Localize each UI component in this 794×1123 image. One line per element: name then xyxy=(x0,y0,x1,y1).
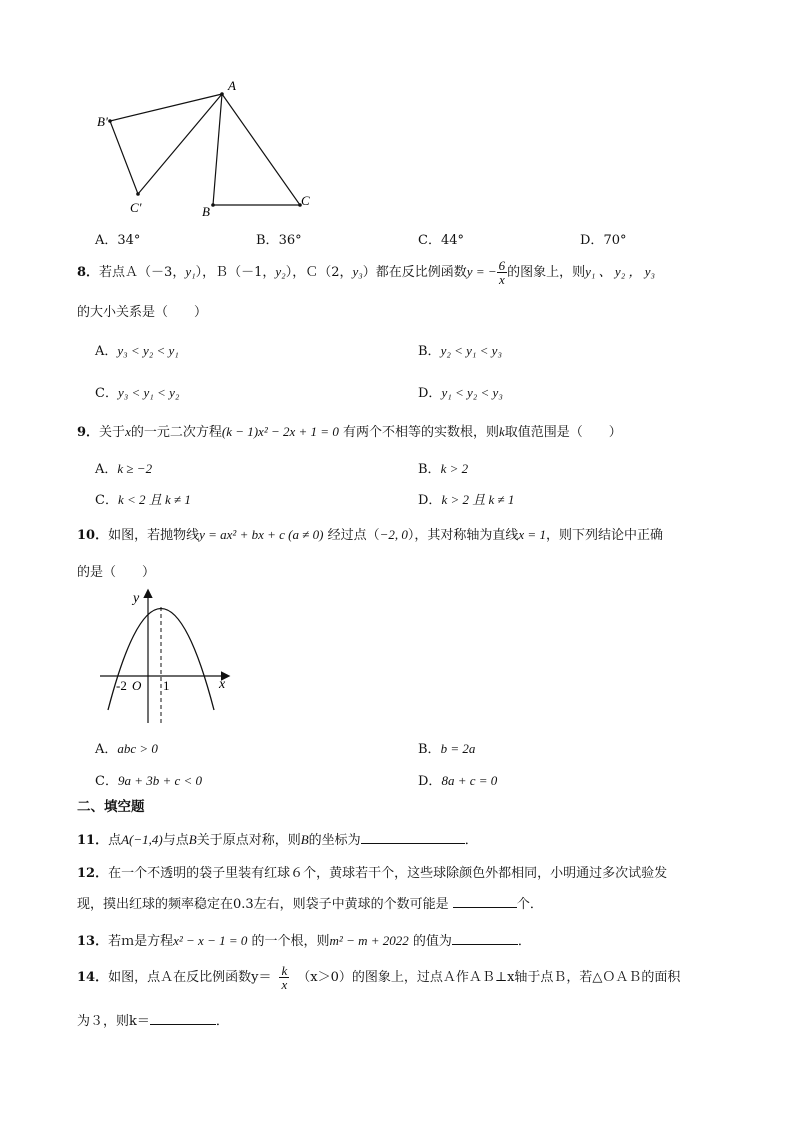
one-label: 1 xyxy=(163,678,170,693)
q9-option-a: A．k ≥ −2 xyxy=(95,461,153,477)
q10-option-b: B．b = 2a xyxy=(418,741,476,757)
label-c: C xyxy=(301,193,310,208)
q12-stem-line1: 12．在一个不透明的袋子里装有红球６个，黄球若干个，这些球除颜色外都相同，小明通过多次试验发 xyxy=(77,866,668,881)
q14-answer-blank[interactable] xyxy=(150,1012,216,1025)
parabola-graph xyxy=(98,585,238,727)
q7-option-b: B．36° xyxy=(256,233,302,248)
label-b: B xyxy=(202,204,210,219)
q7-option-c: C．44° xyxy=(418,233,464,248)
q13-answer-blank[interactable] xyxy=(452,932,518,945)
origin-label: O xyxy=(132,678,142,693)
triangle-rotation-figure xyxy=(90,76,330,226)
q14-fraction: $\frac{k}{x}$ xyxy=(281,963,288,992)
q8-option-a: A．y₃ < y₂ < y₁ xyxy=(95,343,179,359)
label-b-prime: B' xyxy=(97,114,108,129)
q11-answer-blank[interactable] xyxy=(361,831,465,844)
q10-stem-line2: 的是（ ） xyxy=(77,565,156,580)
q10-option-d: D．8a + c = 0 xyxy=(418,773,498,789)
q9-stem: 9．关于x的一元二次方程(k − 1)x² − 2x + 1 = 0 有两个不相等的实数根，则k取值范围是（ ） xyxy=(77,424,622,440)
q13-stem: 13．若ｍ是方程x² − x − 1 = 0 的一个根，则m² − m + 2022 的值为 ． xyxy=(77,933,531,949)
q14-stem: 14．如图，点Ａ在反比例函数y＝ $\frac{k}{x}$ （x＞0）的图象上，过点Ａ作ＡＢ⊥x轴于点Ｂ，若△ＯＡＢ的面积 xyxy=(77,963,681,992)
q8-fraction: $\frac{6}{x}$ xyxy=(498,258,506,287)
q9-option-b: B．k > 2 xyxy=(418,461,469,477)
triangle-abc xyxy=(213,94,300,205)
q10-option-a: A．abc > 0 xyxy=(95,741,158,757)
q12-stem-line2: 现，摸出红球的频率稳定在0.3左右，则袋子中黄球的个数可能是 个． xyxy=(77,897,543,912)
q9-option-c: C．k < 2 且 k ≠ 1 xyxy=(95,492,191,508)
y-axis-label: y xyxy=(133,591,140,606)
neg2-label: -2 xyxy=(116,678,127,693)
q9-option-d: D．k > 2 且 k ≠ 1 xyxy=(418,492,515,508)
q7-option-a: A．34° xyxy=(95,233,141,248)
q8-option-b: B．y₂ < y₁ < y₃ xyxy=(418,343,502,359)
q7-option-d: D．70° xyxy=(580,233,627,248)
x-axis-label: x xyxy=(219,677,226,692)
q11-stem: 11．点A(−1,4)与点B关于原点对称，则B的坐标为 ． xyxy=(77,832,478,848)
triangle-ab-prime-c-prime xyxy=(110,94,222,194)
q8-option-c: C．y₃ < y₁ < y₂ xyxy=(95,385,180,401)
q8-option-d: D．y₁ < y₂ < y₃ xyxy=(418,385,503,401)
section-title-fill-in: 二、填空题 xyxy=(77,799,145,815)
label-a: A xyxy=(228,78,236,93)
q10-option-c: C．9a + 3b + c < 0 xyxy=(95,773,203,789)
q8-stem-line2: 的大小关系是（ ） xyxy=(77,305,208,320)
q8-stem: 8．若点Ａ（－3，y₁），Ｂ（－1，y₂），Ｃ（2，y₃）都在反比例函数y = − $\frac{6}{x}$ 的图象上，则y₁ 、 y₂ ， y₃ xyxy=(77,258,656,287)
q12-answer-blank[interactable] xyxy=(453,895,517,908)
q10-stem: 10．如图，若抛物线y = ax² + bx + c (a ≠ 0) 经过点（−2, 0），其对称轴为直线x = 1，则下列结论中正确 xyxy=(77,527,663,543)
q14-stem-line2: 为３，则k＝ ． xyxy=(77,1014,229,1029)
label-c-prime: C' xyxy=(130,200,142,215)
